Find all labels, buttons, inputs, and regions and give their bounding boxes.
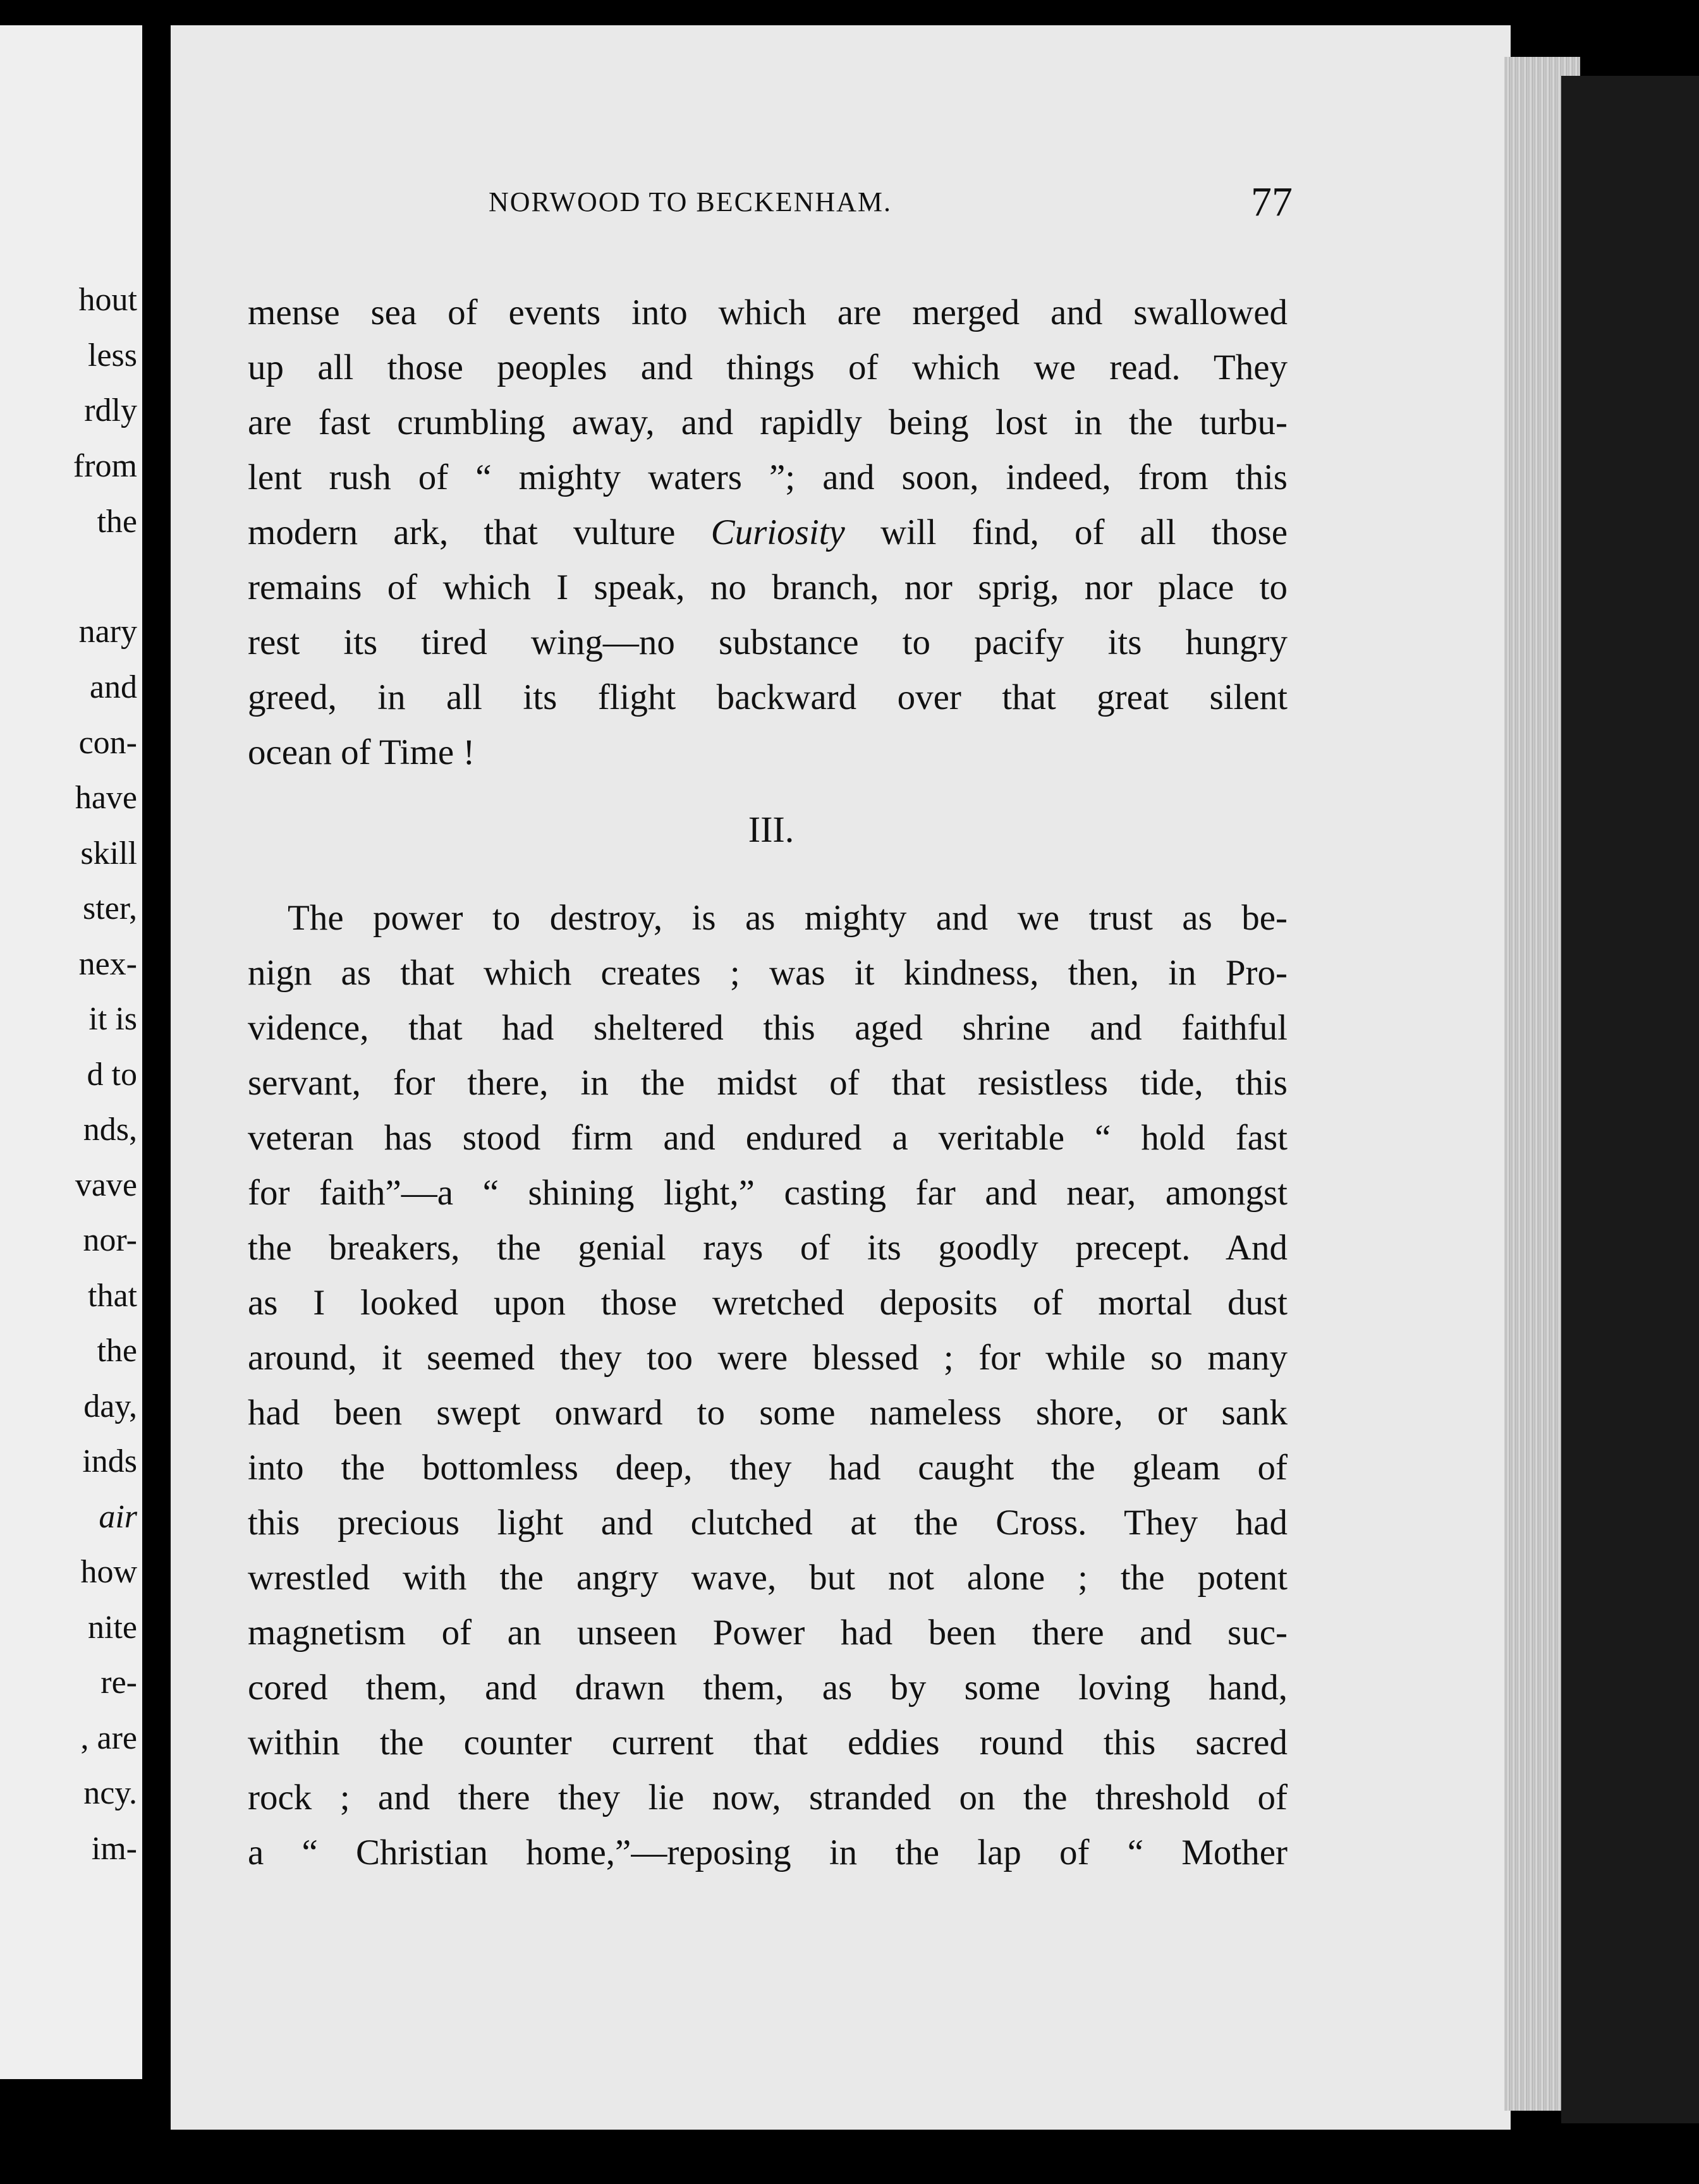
text-line: wrestled with the angry wave, but not alone ; the potent [248, 1558, 1288, 1598]
left-page-line: the [97, 504, 137, 540]
text-line: into the bottomless deep, they had caught the gleam of [248, 1448, 1288, 1488]
left-page-line: hout [78, 282, 137, 318]
left-page-line: the [97, 1333, 137, 1369]
text-line: a “ Christian home,”—reposing in the lap of “ Mother [248, 1833, 1288, 1872]
text-line: nign as that which creates ; was it kindness, then, in Pro- [248, 953, 1288, 993]
left-facing-page [0, 25, 142, 2079]
text-line: remains of which I speak, no branch, nor sprig, nor place to [248, 567, 1288, 607]
left-page-line: im- [91, 1831, 137, 1867]
text-line: up all those peoples and things of which we read. They [248, 348, 1288, 387]
text-line: magnetism of an unseen Power had been there and suc- [248, 1613, 1288, 1653]
left-page-line: re- [100, 1665, 137, 1701]
left-page-line: rdly [84, 392, 137, 428]
left-page-line: nds, [83, 1112, 137, 1148]
left-page-line: it is [88, 1001, 137, 1037]
left-page-line: ncy. [83, 1775, 137, 1811]
left-page-line: less [88, 337, 137, 373]
page-number: 77 [1251, 179, 1293, 225]
left-page-line: nor- [83, 1222, 137, 1258]
text-line: mense sea of events into which are merged and swallowed [248, 293, 1288, 332]
text-line: vidence, that had sheltered this aged shrine and faithful [248, 1008, 1288, 1048]
left-page-line: inds [82, 1443, 137, 1479]
left-page-line: from [73, 448, 137, 484]
left-page-line: air [99, 1499, 137, 1535]
left-page-line: nite [88, 1610, 137, 1646]
text-line: lent rush of “ mighty waters ”; and soon, indeed, from this [248, 458, 1288, 497]
left-page-line: nex- [78, 946, 137, 982]
text-line: greed, in all its flight backward over that great silent [248, 677, 1288, 717]
section-number: III. [748, 809, 795, 850]
left-page-line: that [88, 1278, 137, 1314]
left-page-line: vave [75, 1167, 137, 1203]
text-line: rest its tired wing—no substance to pacify its hungry [248, 622, 1288, 662]
book-cover-edge [1561, 76, 1699, 2123]
text-line: modern ark, that vulture Curiosity will find, of all those [248, 513, 1288, 552]
text-line: veteran has stood firm and endured a veritable “ hold fast [248, 1118, 1288, 1158]
text-line: had been swept onward to some nameless shore, or sank [248, 1393, 1288, 1433]
text-line: servant, for there, in the midst of that resistless tide, this [248, 1063, 1288, 1103]
left-page-line: day, [83, 1388, 137, 1424]
text-line: as I looked upon those wretched deposits of mortal dust [248, 1283, 1288, 1323]
text-line: within the counter current that eddies round this sacred [248, 1723, 1288, 1762]
text-line: for faith”—a “ shining light,” casting far and near, amongst [248, 1173, 1288, 1213]
left-page-line: ster, [83, 890, 137, 926]
left-page-line: have [75, 780, 137, 816]
text-line: rock ; and there they lie now, stranded on the threshold of [248, 1778, 1288, 1817]
text-line: The power to destroy, is as mighty and we trust as be- [288, 898, 1288, 938]
text-line: are fast crumbling away, and rapidly being lost in the turbu- [248, 403, 1288, 442]
text-line: around, it seemed they too were blessed ; for while so many [248, 1338, 1288, 1378]
text-line: the breakers, the genial rays of its goodly precept. And [248, 1228, 1288, 1268]
left-page-line: nary [78, 614, 137, 650]
left-page-line: , are [80, 1720, 137, 1756]
left-page-line: how [80, 1554, 137, 1590]
left-page-line: skill [80, 835, 137, 871]
text-line: this precious light and clutched at the Cross. They had [248, 1503, 1288, 1543]
left-page-line: and [89, 669, 137, 705]
text-line: ocean of Time ! [248, 732, 475, 772]
running-head: NORWOOD TO BECKENHAM. [488, 186, 892, 217]
left-page-line: con- [78, 725, 137, 761]
italic-word: Curiosity [710, 513, 845, 552]
left-page-line: d to [87, 1057, 137, 1093]
text-line: cored them, and drawn them, as by some loving hand, [248, 1668, 1288, 1708]
